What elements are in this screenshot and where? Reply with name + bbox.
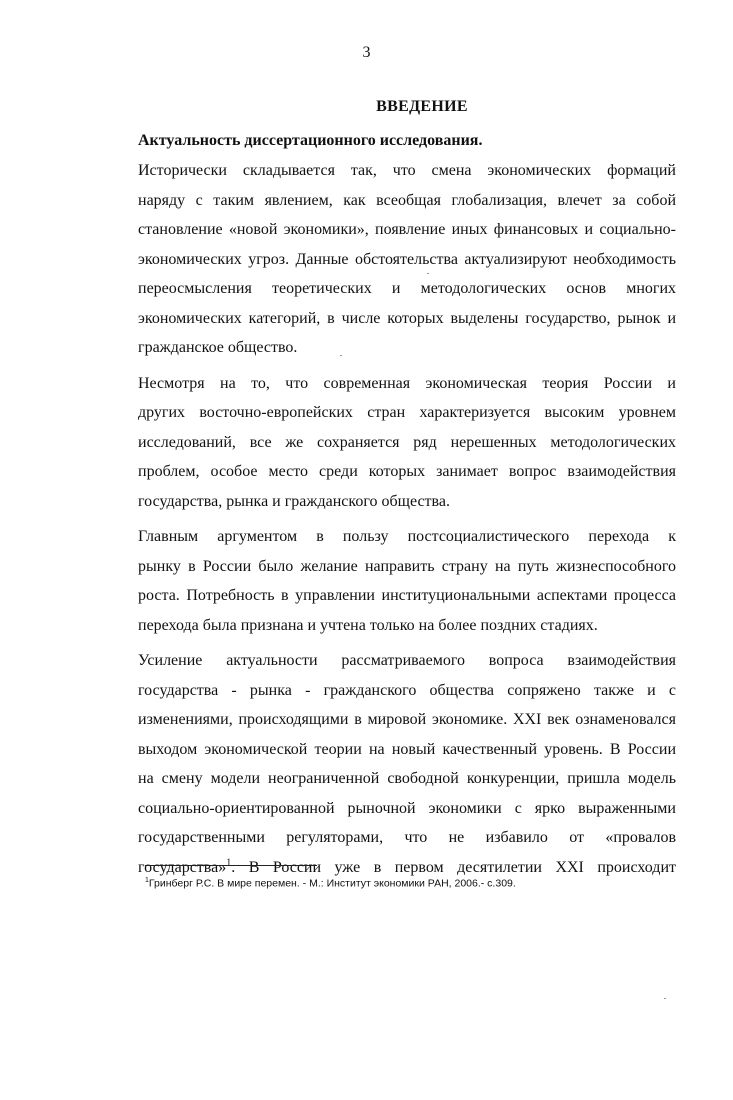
paragraph-line: роста. Потребность в управлении институциональными аспектами процесса: [138, 587, 676, 604]
paragraph-3: [138, 522, 676, 640]
page-body: [138, 98, 676, 888]
paragraph-line: Несмотря на то, что современная экономическая теория России и: [138, 374, 676, 392]
paragraph-line: переосмысления теоретических и методологических основ многих: [138, 280, 676, 297]
section-heading: ВВЕДЕНИЕ: [376, 98, 468, 115]
paragraph-line: перехода была признана и учтена только на более поздних стадиях.: [138, 616, 598, 634]
paragraph-line: экономических угроз. Данные обстоятельства актуализируют необходимость: [138, 250, 676, 268]
paragraph-line: Исторически складывается так, что смена экономических формаций: [138, 162, 676, 179]
paragraph-line: наряду с таким явлением, как всеобщая глобализация, влечет за собой: [138, 191, 676, 209]
paragraph-line: государства - рынка - гражданского общества сопряжено также и с: [138, 681, 676, 699]
scan-speck: [664, 998, 666, 999]
paragraph-2: [138, 369, 676, 517]
paragraph-line: Главным аргументом в пользу постсоциалистического перехода к: [138, 528, 676, 545]
paragraph-line: проблем, особое место среди которых занимает вопрос взаимодействия: [138, 463, 676, 480]
paragraph-line: социально-ориентированной рыночной экономики с ярко выраженными: [138, 799, 676, 817]
line-text-after-ref: . В России уже в первом десятилетии XXI происходит: [231, 858, 676, 876]
paragraph-line: рынку в России было желание направить страну на путь жизнеспособного: [138, 557, 676, 575]
paragraph-line: государства, рынка и гражданского общества.: [138, 492, 450, 510]
paragraph-line: исследований, все же сохраняется ряд нерешенных методологических: [138, 433, 676, 451]
scan-speck: [427, 273, 429, 274]
paragraph-line: изменениями, происходящими в мировой экономике. XXI век ознаменовался: [138, 711, 676, 728]
footnote-reference[interactable]: 1: [226, 857, 232, 869]
paragraph-1: [138, 156, 676, 363]
footnote: [145, 877, 516, 890]
paragraph-line: других восточно-европейских стран характеризуется высоким уровнем: [138, 404, 676, 421]
paragraph-line: Усиление актуальности рассматриваемого вопроса взаимодействия: [138, 652, 676, 669]
scan-speck: [340, 355, 342, 356]
paragraph-line: государственными регуляторами, что не избавило от «провалов: [138, 829, 676, 846]
paragraph-line: гражданское общество.: [138, 339, 298, 356]
line-text-before-ref: государства»: [138, 858, 227, 876]
paragraph-line: становление «новой экономики», появление иных финансовых и социально-: [138, 221, 676, 238]
page-number: 3: [362, 44, 371, 61]
paragraph-4: [138, 646, 676, 882]
paragraph-line: экономических категорий, в числе которых выделены государство, рынок и: [138, 309, 676, 327]
paragraph-line: выходом экономической теории на новый качественный уровень. В России: [138, 740, 676, 758]
footnote-separator: [145, 865, 317, 866]
subsection-heading: [138, 126, 676, 156]
paragraph-line: на смену модели неограниченной свободной конкуренции, пришла модель: [138, 770, 676, 787]
footnote-text: Гринберг Р.С. В мире перемен. - М.: Институт экономики РАН, 2006.- с.309.: [148, 877, 516, 890]
subsection-heading-text: Актуальность диссертационного исследования.: [138, 132, 483, 149]
footnote-marker: 1: [145, 877, 149, 884]
